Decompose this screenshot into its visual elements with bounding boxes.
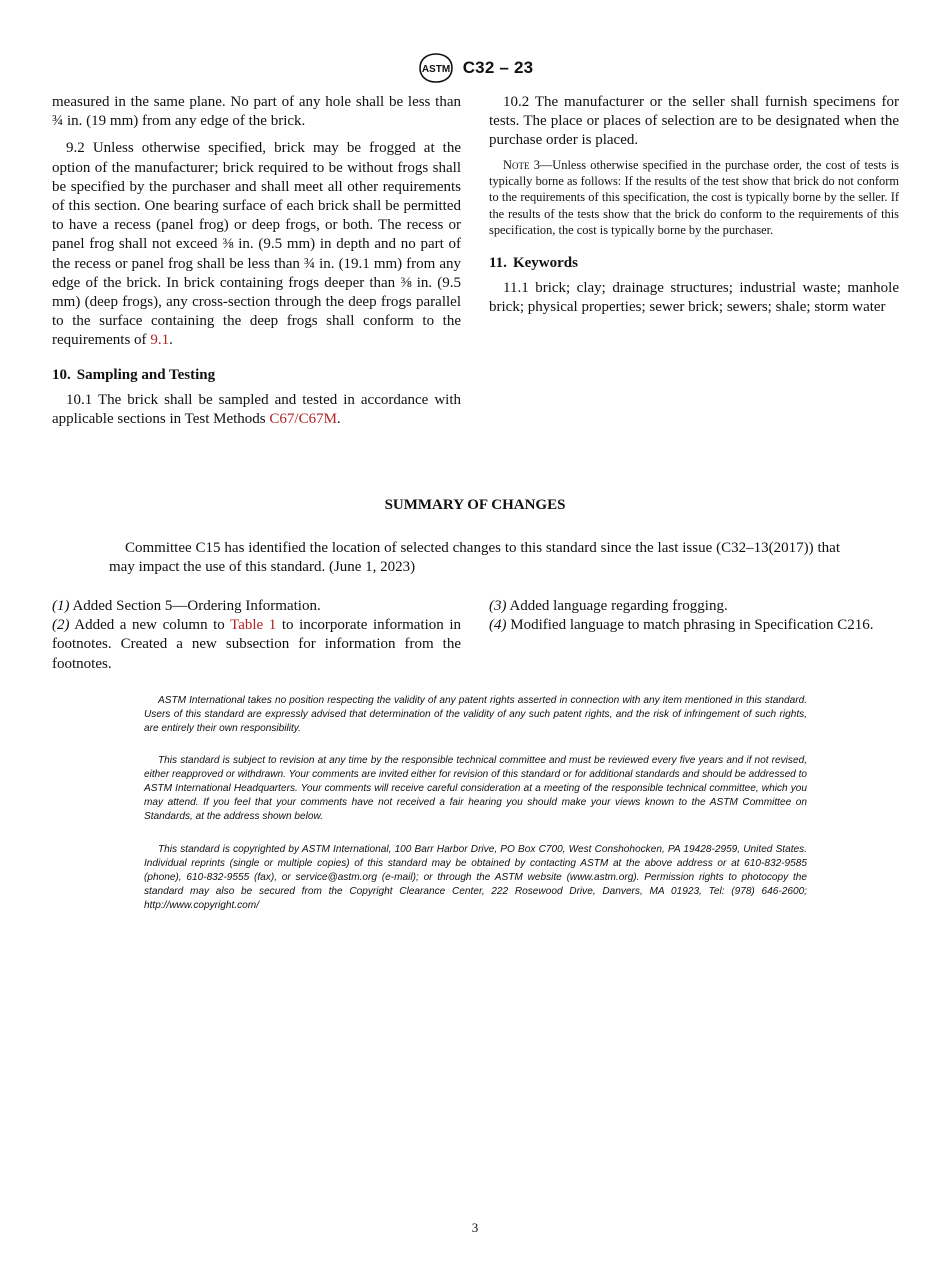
change-text: Added a new column to xyxy=(74,617,231,634)
astm-logo-icon xyxy=(417,52,455,84)
left-column xyxy=(52,93,461,429)
section-number: 10. xyxy=(52,366,71,383)
patent-notice: ASTM International takes no position respecting the validity of any patent rights asserted in connection with any item mentioned in this standard. Users of this standard are expressly advised that determination of the validity of any such patent rights, and the risk of infringement of such rights, are entirely their own responsibility. xyxy=(144,695,807,734)
change-text: Added Section 5—Ordering Information. xyxy=(72,598,321,614)
paragraph-continuation: measured in the same plane. No part of any hole shall be less than ¾ in. (19 mm) from any edge of the brick. xyxy=(52,94,461,130)
changes-left-column xyxy=(52,597,461,674)
change-number: (4) xyxy=(489,617,507,634)
section-heading-11 xyxy=(489,254,899,273)
change-text: Modified language to match phrasing in Specification C216. xyxy=(510,617,874,634)
change-number: (2) xyxy=(52,617,70,634)
changes-right-column xyxy=(489,597,899,635)
page-number: 3 xyxy=(471,1220,479,1235)
right-column xyxy=(489,93,899,317)
paragraph-number: 9.2 xyxy=(66,140,85,157)
note-text: —Unless otherwise specified in the purchase order, the cost of tests is typically borne as follows: If the results of the test show that brick do not conform to the requirements of this specification, the cost is typically borne by the seller. If the results of the tests show that the brick do conform to the requirements of this specification, the cost is typically borne by the purchaser. xyxy=(489,157,899,238)
section-number: 11. xyxy=(489,254,507,271)
astm-logo-text: ASTM xyxy=(421,64,450,75)
summary-title: SUMMARY OF CHANGES xyxy=(384,497,566,513)
summary-intro: Committee C15 has identified the location of selected changes to this standard since the last issue (C32–13(2017)) that may impact the use of this standard. (June 1, 2023) xyxy=(109,540,840,576)
paragraph-9-2 xyxy=(52,139,461,350)
change-item-1 xyxy=(52,597,461,616)
paragraph-text-end: . xyxy=(336,410,341,427)
paragraph-text-end: . xyxy=(169,332,173,349)
section-heading-10 xyxy=(52,366,461,385)
section-title: Keywords xyxy=(512,254,578,271)
paragraph-text: The brick shall be sampled and tested in accordance with applicable sections in Test Methods xyxy=(52,391,461,427)
copyright-notice: This standard is copyrighted by ASTM International, 100 Barr Harbor Drive, PO Box C700, West Conshohocken, PA 19428-2959, United States. Individual reprints (single or multiple copies) of this standard may be obtained by contacting ASTM at the above address or at 610-832-9585 (phone), 610-832-9555 (fax), or service@astm.org (e-mail); or through the ASTM website (www.astm.org). Permission rights to photocopy the standard may also be secured from the Copyright Clearance Center, 222 Rosewood Drive, Danvers, MA 01923, Tel: (978) 646-2600; http://www.copyright.com/ xyxy=(144,844,807,911)
paragraph-number: 10.1 xyxy=(66,391,93,408)
paragraph-text: The manufacturer or the seller shall furnish specimens for tests. The place or places of selection are to be designated when the purchase order is placed. xyxy=(489,94,899,149)
paragraph-11-1 xyxy=(489,279,899,317)
link-table-1[interactable]: Table 1 xyxy=(230,617,277,634)
standard-designation: C32 – 23 xyxy=(462,58,534,77)
paragraph-10-1 xyxy=(52,391,461,429)
paragraph-text: brick; clay; drainage structures; industrial waste; manhole brick; physical properties; sewer brick; sewers; shale; storm water xyxy=(489,279,900,315)
page-header xyxy=(0,52,950,84)
change-item-3 xyxy=(489,597,899,616)
change-item-4 xyxy=(489,616,899,635)
link-c67-c67m[interactable]: C67/C67M xyxy=(269,410,337,427)
link-section-9-1[interactable]: 9.1 xyxy=(150,332,170,349)
paragraph-text: Unless otherwise specified, brick may be frogged at the option of the manufacturer; brick required to be without frogs shall be specified by the purchaser and shall meet all other requirements of this section. One bearing surface of each brick shall be permitted to have a recess (panel frog) or deep frogs, or both. The recess or panel frog shall not exceed ⅜ in. (9.5 mm) in depth and no part of the recess or panel frog shall be less than ¾ in. (19.1 mm) from any edge of the brick. In brick containing frogs deeper than ⅜ in. (9.5 mm) (deep frogs), any cross-section through the deep frogs parallel to the surface containing the deep frogs shall conform to the requirements of xyxy=(52,140,462,349)
revision-notice: This standard is subject to revision at any time by the responsible technical committee and must be reviewed every five years and if not revised, either reapproved or withdrawn. Your comments are invited either for revision of this standard or for additional standards and should be addressed to ASTM International Headquarters. Your comments will receive careful consideration at a meeting of the responsible technical committee, which you may attend. If you feel that your comments have not received a fair hearing you should make your views known to the ASTM Committee on Standards, at the address shown below. xyxy=(144,755,808,822)
section-title: Sampling and Testing xyxy=(76,366,216,383)
change-number: (1) xyxy=(52,598,70,614)
note-label: Note 3 xyxy=(503,157,540,172)
change-item-2 xyxy=(52,616,461,674)
change-text-end: to incorporate information in footnotes. Created a new subsection for information from the footnotes. xyxy=(52,617,461,672)
paragraph-number: 10.2 xyxy=(503,94,530,110)
paragraph-10-2 xyxy=(489,93,899,151)
change-text: Added language regarding frogging. xyxy=(509,598,728,614)
paragraph-number: 11.1 xyxy=(503,279,529,296)
change-number: (3) xyxy=(489,598,507,614)
note-3 xyxy=(489,157,899,239)
